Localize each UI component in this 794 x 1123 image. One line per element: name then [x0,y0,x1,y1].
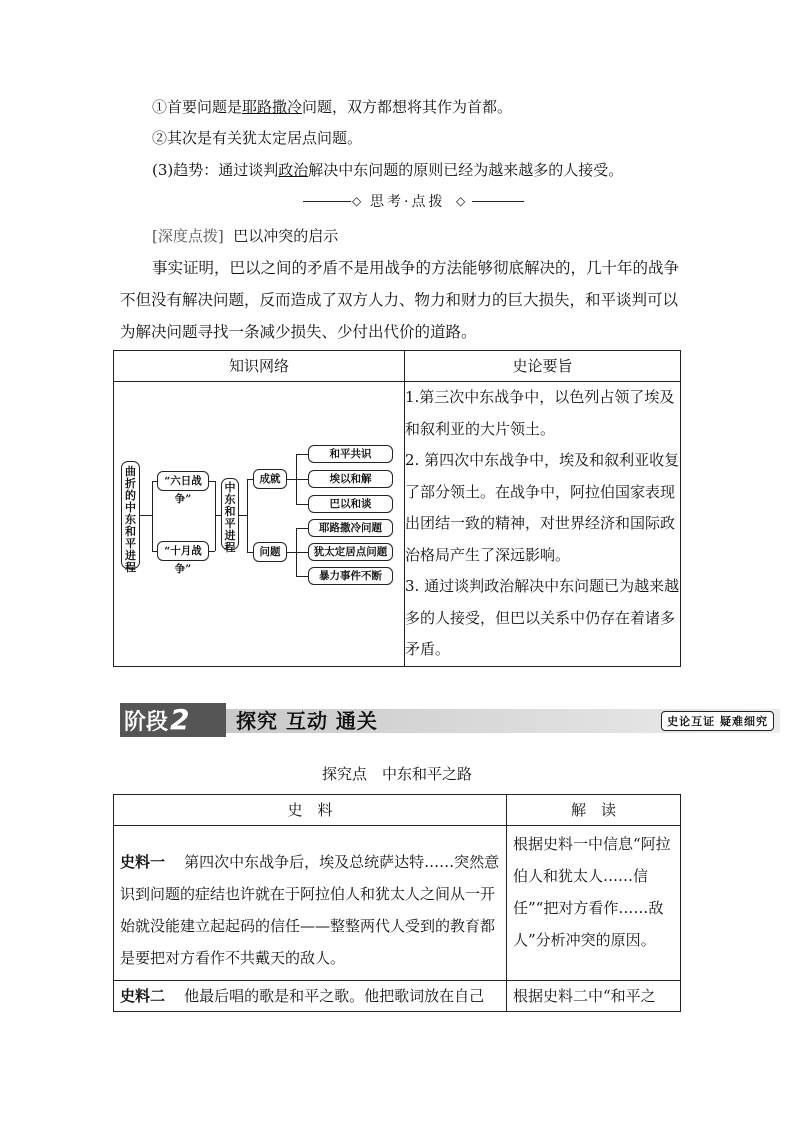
problem-item: 暴力事件不断 [308,567,393,585]
line-3-suffix: 解决中东问题的原则已经为越来越多的人接受。 [308,161,624,179]
divider-left-line [303,201,351,202]
achievement-item: 巴以和谈 [308,495,393,513]
connector [287,479,296,480]
key-point-1: 1.第三次中东战争中，以色列占领了埃及和叙利亚的大片领土。 [405,388,675,438]
source-text: 他最后唱的歌是和平之歌。他把歌词放在自己 [184,987,485,1005]
diamond-icon: ◇ [456,194,466,208]
stage-number: 2 [170,703,190,736]
connector [140,515,152,516]
underlined-term-politics: 政治 [278,161,309,179]
source-label: 史料二 [120,987,166,1005]
six-day-war-box: “六日战争” [157,471,209,491]
connector [296,504,308,505]
achievement-item: 和平共识 [308,445,393,463]
source-label: 史料一 [120,853,166,871]
connector [247,479,248,552]
table-row [114,981,507,1012]
deep-tip-heading [152,226,338,246]
reading-cell: 根据史料一中信息“阿拉伯人和犹太人……信任”“把对方看作……敌人”分析冲突的原因。 [507,826,681,981]
text-line-3 [152,160,623,180]
key-point-2: 2. 第四次中东战争中，埃及和叙利亚收复了部分领土。在战争中，阿拉伯国家表现出团结一致的精神，对世界经济和国际政治格局产生了深远影响。 [405,451,680,564]
diamond-icon: ◇ [352,194,362,208]
key-point-3: 3. 通过谈判政治解决中东问题已为越来越多的人接受，但巴以关系中仍存在着诸多矛盾。 [405,577,680,658]
deep-tip-tag: [深度点拨] [152,227,224,245]
line-1-prefix: ①首要问题是 [152,98,243,116]
connector [296,479,308,480]
section-title: 探究点 中东和平之路 [321,765,472,783]
source-table [113,794,681,1012]
text-line-2: ②其次是有关犹太定居点问题。 [152,129,363,147]
knowledge-network-header: 知识网络 [114,351,405,382]
key-points-cell [405,382,681,667]
middle-east-peace-box: 中东和平进程 [221,478,239,550]
text-line-1 [152,97,512,117]
divider-label: 思考·点拨 [370,194,446,210]
connector [209,551,215,552]
banner-tag: 史论互证 疑难细究 [661,711,774,731]
underlined-term-jerusalem: 耶路撒冷 [242,98,303,116]
diagram-root-box: 曲折的中东和平进程 [121,461,140,569]
connector [239,515,247,516]
connector [215,481,216,551]
key-points-header: 史论要旨 [405,351,681,382]
connector [152,481,153,551]
reading-header: 解 读 [507,795,681,826]
deep-tip-paragraph [120,252,680,348]
table-row [114,826,507,981]
connector [296,552,308,553]
deep-tip-text: 事实证明，巴以之间的矛盾不是用战争的方法能够彻底解决的，几十年的战争不但没有解决问题，反而造成了双方人力、物力和财力的巨大损失，和平谈判可以为解决问题寻找一条减少损失、少付出代价的道路。 [120,259,680,341]
connector [296,528,308,529]
reading-cell: 根据史料二中“和平之 [507,981,681,1012]
achievements-box: 成就 [253,469,287,489]
line-3-prefix: (3)趋势：通过谈判 [152,161,279,179]
stage-badge [120,703,226,737]
divider-right-line [472,201,524,202]
source-text: 第四次中东战争后，埃及总统萨达特……突然意识到问题的症结也许就在于阿拉伯人和犹太人之间从一开始就没能建立起起码的信任——整整两代人受到的教育都是要把对方看作不共戴天的敌人。 [120,853,500,967]
connector [296,576,308,577]
connector [296,454,308,455]
connector [287,552,296,553]
deep-tip-title: 巴以冲突的启示 [233,227,339,245]
banner-title: 探究 互动 通关 [236,709,378,733]
achievement-item: 埃以和解 [308,470,393,488]
knowledge-diagram [113,383,404,663]
problem-item: 犹太定居点问题 [308,543,393,561]
october-war-box: “十月战争” [157,541,209,561]
stage-banner [120,703,780,737]
problem-item: 耶路撒冷问题 [308,519,393,537]
line-1-suffix: 问题，双方都想将其作为首都。 [302,98,513,116]
stage-label: 阶段 [124,710,169,735]
problems-box: 问题 [253,542,287,562]
source-header: 史 料 [114,795,507,826]
